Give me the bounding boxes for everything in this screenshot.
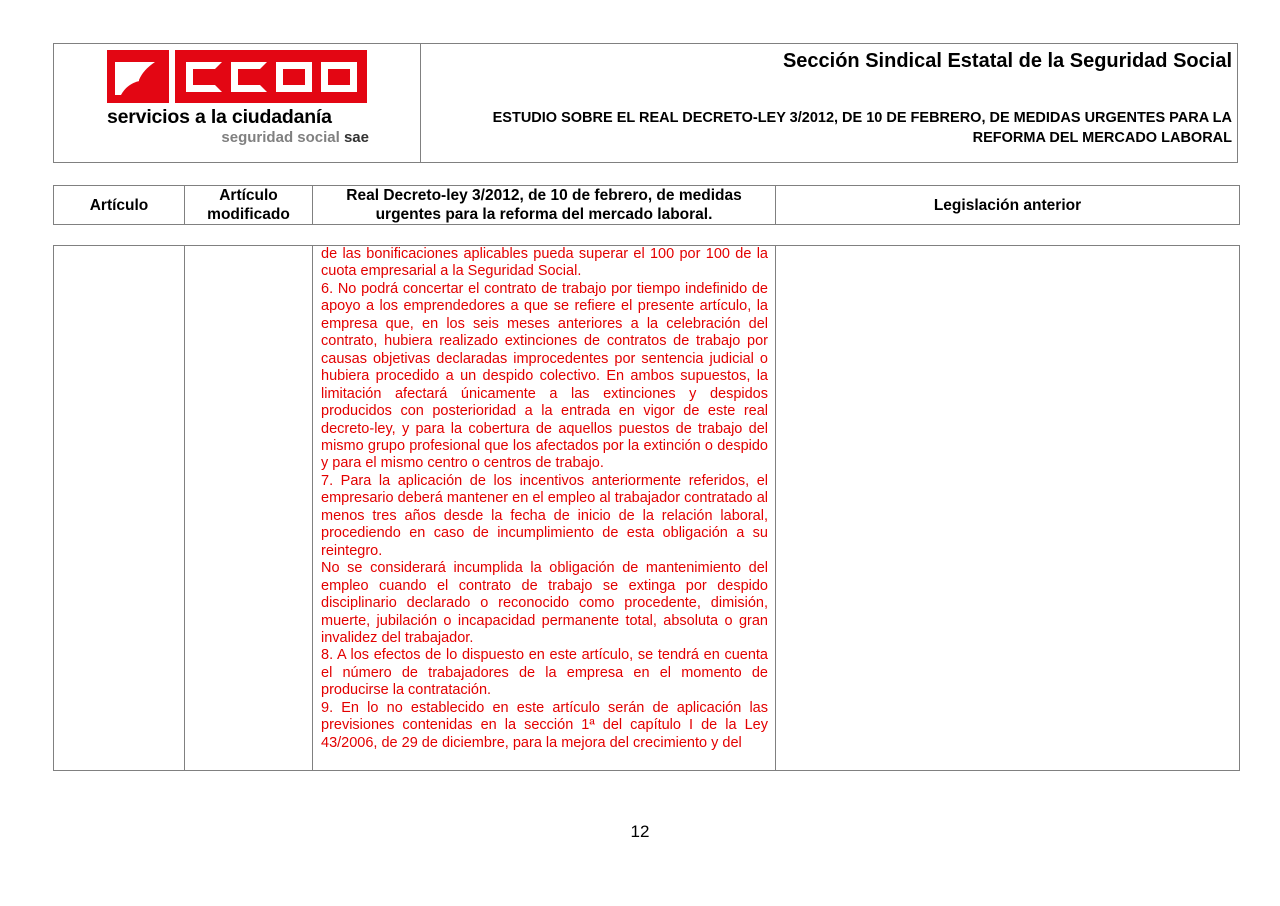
ccoo-logo [107,50,367,103]
organization-title: Sección Sindical Estatal de la Seguridad Social [782,50,1232,72]
cell-articulo [54,246,185,771]
column-articulo: Artículo [54,186,185,225]
column-articulo-modificado: Artículo modificado [185,186,313,225]
column-header-table [53,185,1240,225]
content-table [53,245,1240,771]
paragraph: 7. Para la aplicación de los incentivos anteriormente referidos, el empresario deberá mantener en el empleo al trabajador contratado al menos tres años desde la fecha de inicio de la relación laboral, procediendo en caso de incumplimiento de esta obligación a su reintegro. [321,472,768,559]
logo-emblem-icon [107,50,169,103]
study-title: ESTUDIO SOBRE EL REAL DECRETO-LEY 3/2012, DE 10 DE FEBRERO, DE MEDIDAS URGENTES PARA LA REFORMA DEL MERCADO LABORAL [492,110,1232,146]
title-cell [421,44,1237,162]
table-row [54,246,1240,771]
column-real-decreto: Real Decreto-ley 3/2012, de 10 de febrero, de medidas urgentes para la reforma del mercado laboral. [313,186,776,225]
page-number: 12 [630,822,650,841]
paragraph: 8. A los efectos de lo dispuesto en este artículo, se tendrá en cuenta el número de trabajadores de la empresa en el momento de producirse la contratación. [321,647,768,699]
cell-real-decreto [313,246,776,771]
logo-tagline: servicios a la ciudadanía [107,106,332,128]
paragraph: 9. En lo no establecido en este artículo serán de aplicación las previsiones contenidas en la sección 1ª del capítulo I de la Ley 43/2006, de 29 de diciembre, para la mejora del crecimiento y del [321,699,768,751]
cell-articulo-modificado [185,246,313,771]
paragraph: de las bonificaciones aplicables pueda superar el 100 por 100 de la cuota empresarial a la Seguridad Social. [321,246,768,280]
logo-cell [54,44,421,162]
paragraph: 6. No podrá concertar el contrato de trabajo por tiempo indefinido de apoyo a los emprendedores a que se refiere el presente artículo, la empresa que, en los seis meses anteriores a la celebración del contrato, hubiera realizado extinciones de contratos de trabajo por causas objetivas declaradas improcedentes por sentencia judicial o hubiera procedido a un despido colectivo. En ambos supuestos, la limitación afectará únicamente a las extinciones y despidos producidos con posterioridad a la entrada en vigor de este real decreto-ley, y para la cobertura de aquellos puestos de trabajo del mismo grupo profesional que los afectados por la extinción o despido y para el mismo centro o centros de trabajo. [321,280,768,472]
paragraph: No se considerará incumplida la obligación de mantenimiento del empleo cuando el contrato de trabajo se extinga por despido disciplinario declarado o reconocido como procedente, dimisión, muerte, jubilación o incapacidad permanente total, absoluta o gran invalidez del trabajador. [321,560,768,646]
document-header [53,43,1238,163]
logo-subtagline: seguridad social sae [221,129,369,146]
logo-wordmark [175,50,367,103]
cell-legislacion-anterior [776,246,1240,771]
column-legislacion-anterior: Legislación anterior [776,186,1240,225]
